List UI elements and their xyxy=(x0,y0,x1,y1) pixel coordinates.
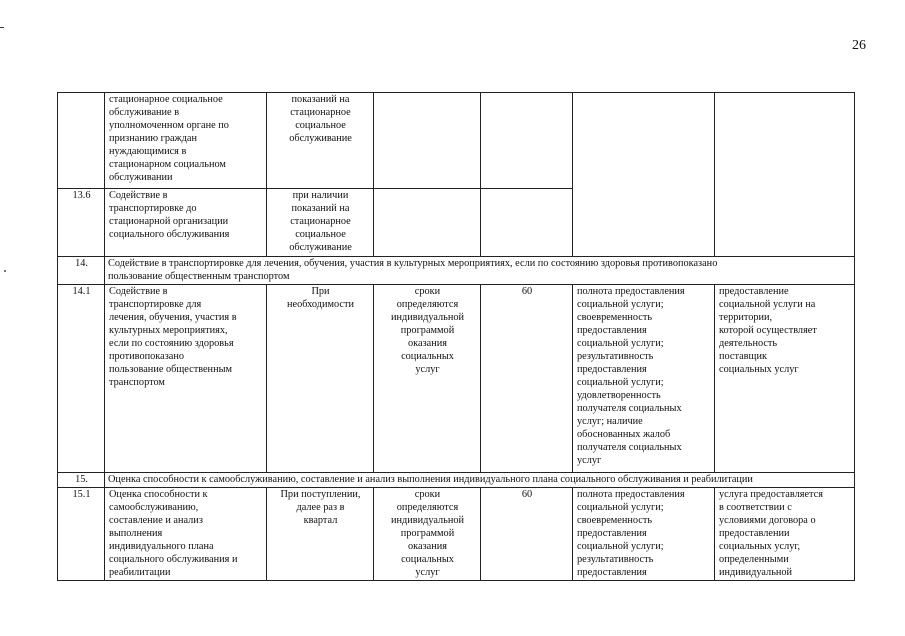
price-cell: 60 xyxy=(481,488,573,581)
terms-cell: сроки определяются индивидуальной программой оказания социальных услуг xyxy=(374,285,481,473)
terms-cell xyxy=(374,189,481,257)
services-table xyxy=(57,92,855,581)
row-number-cell: 14. xyxy=(58,257,105,285)
condition-cell: при наличии показаний на стационарное социальное обслуживание xyxy=(267,189,374,257)
quality-cell: полнота предоставления социальной услуги; своевременность предоставления социальной услуги; результативность предоставления социальной услуги; удовлетворенность получателя социальных услуг; наличие обоснованных жалоб получателя социальных услуг xyxy=(573,285,715,473)
section-row xyxy=(58,257,855,285)
quality-cell xyxy=(573,93,715,257)
row-number-cell: 15. xyxy=(58,473,105,488)
condition-cell: показаний на стационарное социальное обслуживание xyxy=(267,93,374,189)
service-name-cell: Оценка способности к самообслуживанию, составление и анализ выполнения индивидуального плана социального обслуживания и реабилитации xyxy=(105,488,267,581)
service-name-cell: Содействие в транспортировке для лечения, обучения, участия в культурных мероприятиях, если по состоянию здоровья противопоказано пользование общественным транспортом xyxy=(105,285,267,473)
condition-cell: При необходимости xyxy=(267,285,374,473)
conditions-cell: услуга предоставляется в соответствии с условиями договора о предоставлении социальных услуг, определенными индивидуальной xyxy=(715,488,855,581)
price-cell xyxy=(481,189,573,257)
table-row xyxy=(58,285,855,473)
section-row xyxy=(58,473,855,488)
condition-cell: При поступлении, далее раз в квартал xyxy=(267,488,374,581)
row-number-cell: 15.1 xyxy=(58,488,105,581)
section-title-cell: Содействие в транспортировке для лечения, обучения, участия в культурных мероприятиях, если по состоянию здоровья противопоказано пользование общественным транспортом xyxy=(105,257,855,285)
row-number-cell xyxy=(58,93,105,189)
table-row xyxy=(58,488,855,581)
price-cell: 60 xyxy=(481,285,573,473)
service-name-cell: стационарное социальное обслуживание в уполномоченном органе по признанию граждан нуждающимися в стационарном социальном обслуживании xyxy=(105,93,267,189)
conditions-cell: предоставление социальной услуги на территории, которой осуществляет деятельность поставщик социальных услуг xyxy=(715,285,855,473)
table-row xyxy=(58,93,855,189)
conditions-cell xyxy=(715,93,855,257)
section-title-cell: Оценка способности к самообслуживанию, составление и анализ выполнения индивидуального плана социального обслуживания и реабилитации xyxy=(105,473,855,488)
row-number-cell: 14.1 xyxy=(58,285,105,473)
terms-cell xyxy=(374,93,481,189)
service-name-cell: Содействие в транспортировке до стационарной организации социального обслуживания xyxy=(105,189,267,257)
row-number-cell: 13.6 xyxy=(58,189,105,257)
page-number: 26 xyxy=(852,38,866,53)
quality-cell: полнота предоставления социальной услуги; своевременность предоставления социальной услуги; результативность предоставления xyxy=(573,488,715,581)
price-cell xyxy=(481,93,573,189)
terms-cell: сроки определяются индивидуальной программой оказания социальных услуг xyxy=(374,488,481,581)
page-edge-dot xyxy=(4,270,6,272)
page-edge-mark xyxy=(0,27,4,28)
